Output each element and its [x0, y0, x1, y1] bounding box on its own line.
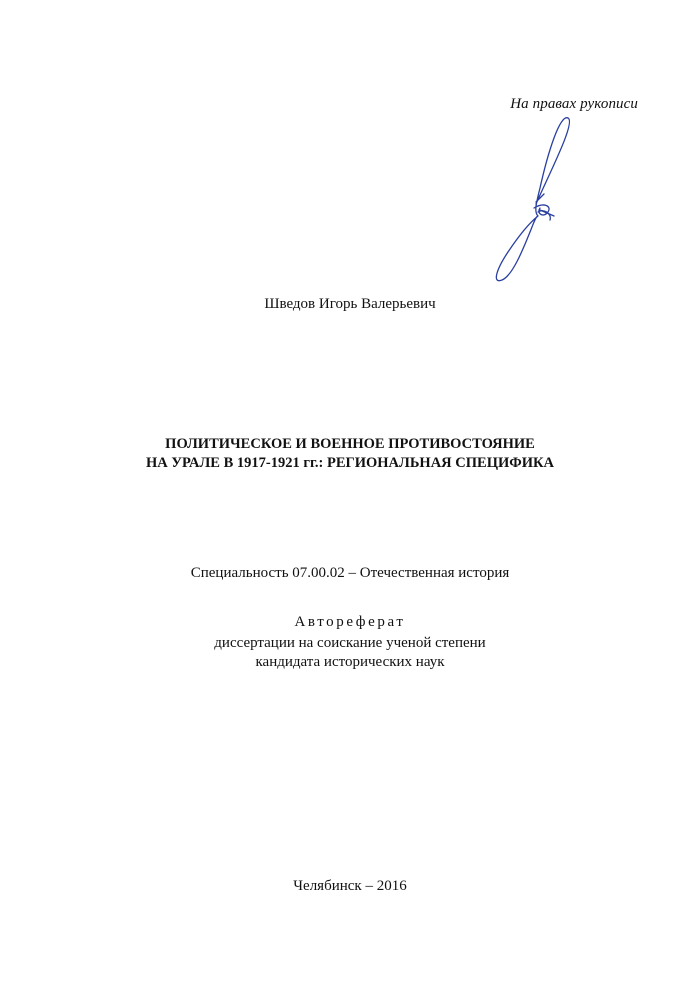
abstract-line-1: диссертации на соискание ученой степени: [214, 635, 486, 651]
specialty-line: Специальность 07.00.02 – Отечественная история: [190, 565, 510, 581]
rights-note: На правах рукописи: [510, 96, 638, 112]
abstract-description: [0, 634, 700, 672]
author-signature: [478, 112, 578, 290]
title-line-2: НА УРАЛЕ В 1917-1921 гг.: РЕГИОНАЛЬНАЯ СПЕЦИФИКА: [146, 455, 554, 471]
abstract-line-2: кандидата исторических наук: [255, 654, 445, 670]
title-line-1: ПОЛИТИЧЕСКОЕ И ВОЕННОЕ ПРОТИВОСТОЯНИЕ: [165, 436, 535, 452]
author-name: Шведов Игорь Валерьевич: [264, 296, 436, 312]
dissertation-title: [0, 435, 700, 473]
abstract-label: Автореферат: [294, 614, 406, 630]
city-year: Челябинск – 2016: [293, 878, 407, 894]
